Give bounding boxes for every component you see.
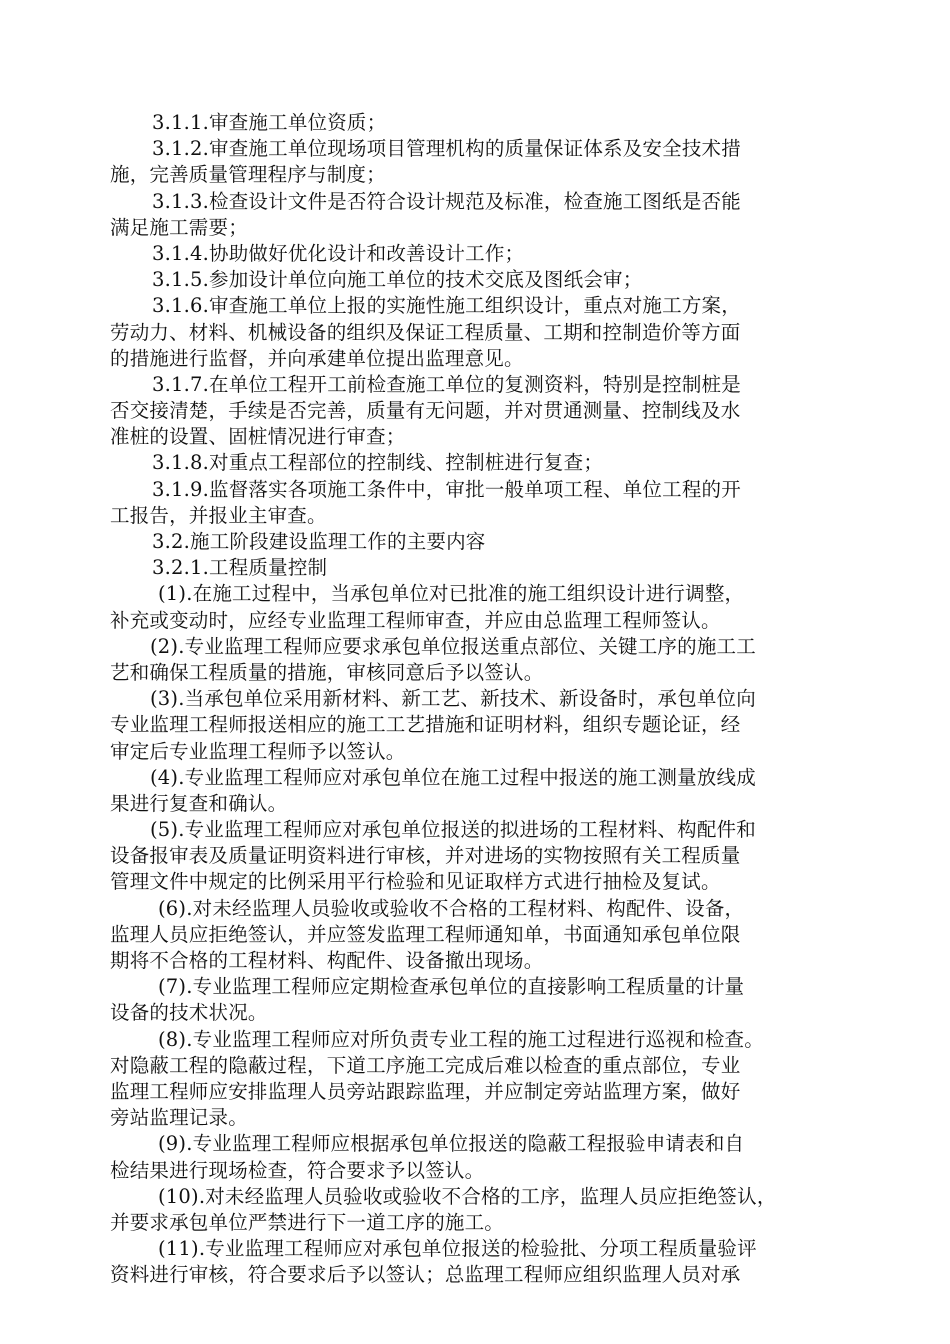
- text-line: 监理人员应拒绝签认，并应签发监理工程师通知单，书面通知承包单位限: [110, 922, 741, 946]
- paragraph: [110, 817, 842, 896]
- paragraph: [110, 1027, 842, 1132]
- text-line: (9).专业监理工程师应根据承包单位报送的隐蔽工程报验申请表和自: [158, 1132, 745, 1156]
- paragraph: [110, 555, 842, 581]
- paragraph: [110, 581, 842, 633]
- text-line: 工报告，并报业主审查。: [110, 503, 327, 527]
- text-line: 施，完善质量管理程序与制度；: [110, 163, 386, 187]
- paragraph: [110, 477, 842, 529]
- paragraph: [110, 241, 842, 267]
- text-line: (4).专业监理工程师应对承包单位在施工过程中报送的施工测量放线成: [150, 765, 756, 789]
- text-line: 专业监理工程师报送相应的施工工艺措施和证明材料，组织专题论证，经: [110, 713, 741, 737]
- paragraph: [110, 1131, 842, 1183]
- text-line: (11).专业监理工程师应对承包单位报送的检验批、分项工程质量验评: [158, 1237, 757, 1261]
- paragraph: [110, 634, 842, 686]
- text-line: 满足施工需要；: [110, 215, 248, 239]
- text-line: 3.1.9.监督落实各项施工条件中，审批一般单项工程、单位工程的开: [152, 477, 741, 501]
- text-line: 3.1.4.协助做好优化设计和改善设计工作；: [152, 241, 525, 265]
- text-line: 准桩的设置、固桩情况进行审查；: [110, 425, 406, 449]
- text-line: 3.1.7.在单位工程开工前检查施工单位的复测资料，特别是控制桩是: [152, 372, 741, 396]
- text-line: 果进行复查和确认。: [110, 791, 288, 815]
- paragraph: [110, 686, 842, 765]
- text-line: (5).专业监理工程师应对承包单位报送的拟进场的工程材料、构配件和: [150, 818, 756, 842]
- paragraph: [110, 1184, 842, 1236]
- text-line: 旁站监理记录。: [110, 1106, 248, 1130]
- text-line: (8).专业监理工程师应对所负责专业工程的施工过程进行巡视和检查。: [158, 1027, 764, 1051]
- text-line: 对隐蔽工程的隐蔽过程，下道工序施工完成后难以检查的重点部位，专业: [110, 1053, 741, 1077]
- text-line: 3.1.5.参加设计单位向施工单位的技术交底及图纸会审；: [152, 268, 643, 292]
- text-line: 的措施进行监督，并向承建单位提出监理意见。: [110, 346, 524, 370]
- text-line: 3.2.施工阶段建设监理工作的主要内容: [152, 530, 486, 553]
- paragraph: [110, 189, 842, 241]
- text-line: (2).专业监理工程师应要求承包单位报送重点部位、关键工序的施工工: [150, 634, 756, 658]
- document-body: [110, 110, 842, 1288]
- text-line: 3.1.1.审查施工单位资质；: [152, 111, 387, 134]
- text-line: 3.1.8.对重点工程部位的控制线、控制桩进行复查；: [152, 451, 604, 475]
- text-line: 期将不合格的工程材料、构配件、设备撤出现场。: [110, 949, 544, 972]
- text-line: 监理工程师应安排监理人员旁站跟踪监理，并应制定旁站监理方案，做好: [110, 1079, 741, 1103]
- text-line: (6).对未经监理人员验收或验收不合格的工程材料、构配件、设备，: [158, 896, 745, 920]
- text-line: 3.2.1.工程质量控制: [152, 556, 328, 580]
- text-line: 设备报审表及质量证明资料进行审核，并对进场的实物按照有关工程质量: [110, 844, 741, 868]
- text-line: (1).在施工过程中，当承包单位对已批准的施工组织设计进行调整，: [158, 582, 745, 606]
- text-line: 否交接清楚，手续是否完善，质量有无问题，并对贯通测量、控制线及水: [110, 399, 741, 423]
- text-line: 资料进行审核，符合要求后予以签认；总监理工程师应组织监理人员对承: [110, 1263, 741, 1287]
- text-line: 艺和确保工程质量的措施，审核同意后予以签认。: [110, 660, 544, 684]
- paragraph: [110, 896, 842, 975]
- text-line: 设备的技术状况。: [110, 1001, 268, 1025]
- text-line: 检结果进行现场检查，符合要求予以签认。: [110, 1158, 485, 1182]
- paragraph: [110, 136, 842, 188]
- paragraph: [110, 529, 842, 555]
- text-line: 3.1.2.审查施工单位现场项目管理机构的质量保证体系及安全技术措: [152, 137, 741, 161]
- text-line: 3.1.3.检查设计文件是否符合设计规范及标准，检查施工图纸是否能: [152, 189, 741, 213]
- text-line: 劳动力、材料、机械设备的组织及保证工程质量、工期和控制造价等方面: [110, 320, 741, 344]
- text-line: (3).当承包单位采用新材料、新工艺、新技术、新设备时，承包单位向: [150, 687, 756, 711]
- paragraph: [110, 110, 842, 136]
- paragraph: [110, 293, 842, 372]
- text-line: 并要求承包单位严禁进行下一道工序的施工。: [110, 1210, 505, 1234]
- text-line: 管理文件中规定的比例采用平行检验和见证取样方式进行抽检及复试。: [110, 870, 721, 894]
- text-line: 3.1.6.审查施工单位上报的实施性施工组织设计，重点对施工方案，: [152, 294, 741, 318]
- text-line: (10).对未经监理人员验收或验收不合格的工序，监理人员应拒绝签认，: [158, 1184, 777, 1208]
- text-line: (7).专业监理工程师应定期检查承包单位的直接影响工程质量的计量: [158, 975, 745, 999]
- text-line: 补充或变动时，应经专业监理工程师审查，并应由总监理工程师签认。: [110, 608, 721, 632]
- paragraph: [110, 765, 842, 817]
- paragraph: [110, 974, 842, 1026]
- text-line: 审定后专业监理工程师予以签认。: [110, 739, 406, 763]
- paragraph: [110, 1236, 842, 1288]
- paragraph: [110, 450, 842, 476]
- paragraph: [110, 372, 842, 451]
- paragraph: [110, 267, 842, 293]
